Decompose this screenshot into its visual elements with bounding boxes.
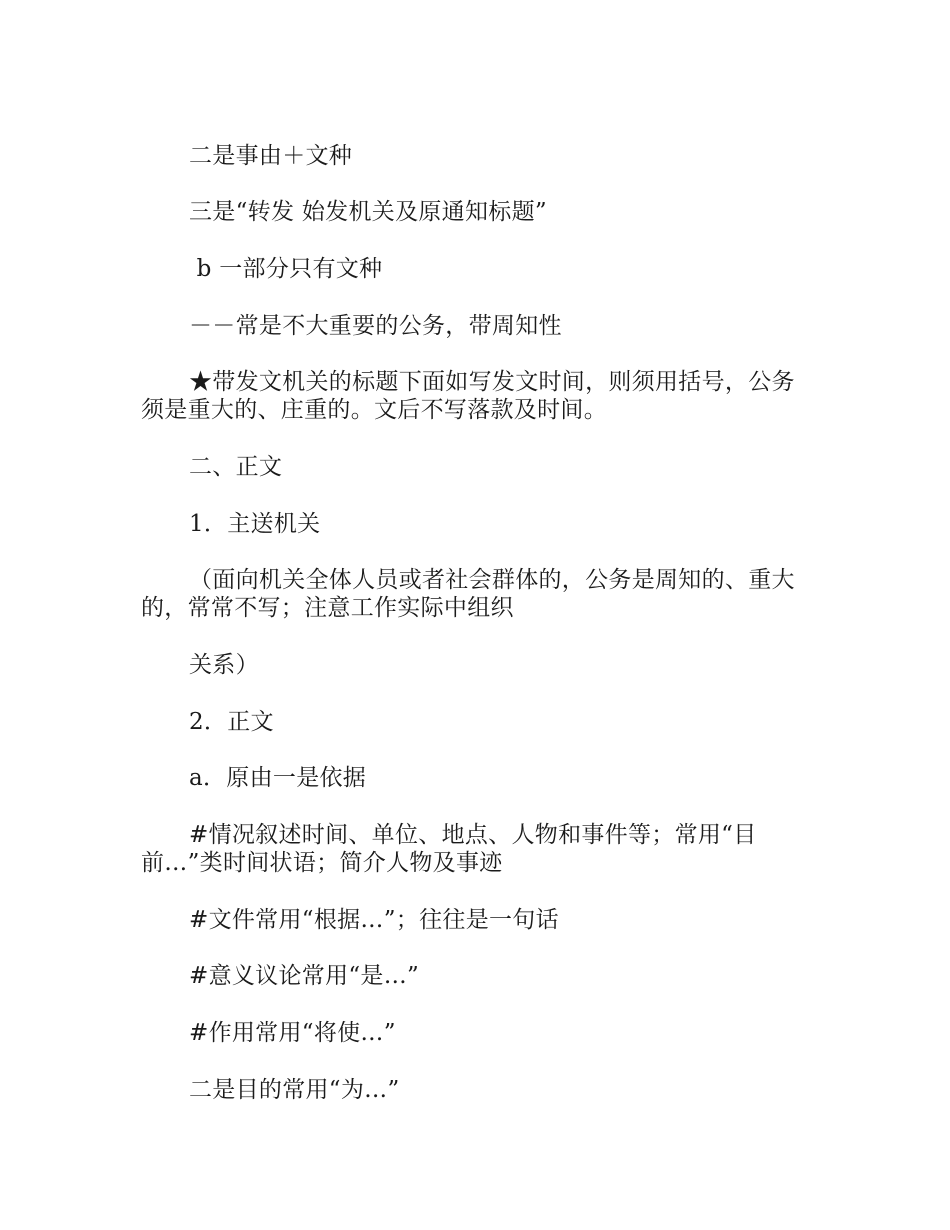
paragraph-section-body: 二、正文 — [189, 454, 283, 480]
paragraph-document-basis: #文件常用“根据…”；往往是一句话 — [189, 907, 559, 933]
paragraph-minor-business: －－常是不大重要的公务，带周知性 — [189, 313, 562, 339]
paragraph-type-only: b 一部分只有文种 — [189, 256, 383, 282]
paragraph-body-heading: 2．正文 — [189, 709, 274, 735]
paragraph-main-recipient: 1．主送机关 — [189, 511, 321, 537]
paragraph-effect: #作用常用“将使…” — [189, 1020, 396, 1046]
paragraph-relationship: 关系） — [189, 652, 259, 678]
paragraph-situation: #情况叙述时间、单位、地点、人物和事件等；常用“目前…”类时间状语；简介人物及事迹 — [141, 822, 757, 876]
paragraph-subject-type: 二是事由＋文种 — [189, 143, 353, 169]
paragraph-reason-basis: a．原由一是依据 — [189, 765, 367, 791]
paragraph-recipient-note: （面向机关全体人员或者社会群体的，公务是周知的、重大的，常常不写；注意工作实际中组织 — [141, 567, 795, 621]
paragraph-purpose: 二是目的常用“为…” — [189, 1077, 400, 1103]
paragraph-forward-title: 三是“转发 始发机关及原通知标题” — [189, 199, 547, 225]
paragraph-significance: #意义议论常用“是…” — [189, 963, 420, 989]
paragraph-star-note: ★带发文机关的标题下面如写发文时间，则须用括号，公务须是重大的、庄重的。文后不写落款及时间。 — [141, 369, 795, 423]
